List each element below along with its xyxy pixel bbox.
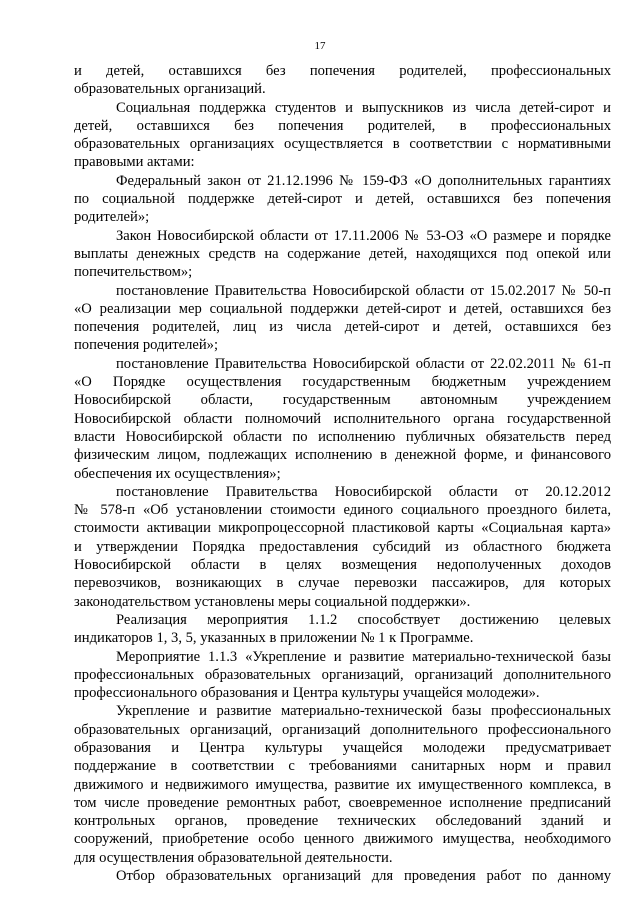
- text-line: движимого и недвижимого имущества, развитие их имущественного комплекса, в: [74, 776, 611, 793]
- text-line: поддержание в соответствии с требованиями санитарных норм и правил: [74, 758, 611, 775]
- text-line: правовыми актами:: [74, 154, 195, 171]
- text-line: перевозчиков, возникающих в случае перевозки пассажиров, для которых: [74, 575, 611, 592]
- text-line: Социальная поддержка студентов и выпускников из числа детей-сирот и: [116, 99, 611, 116]
- text-line: выплаты денежных средств на содержание детей, находящихся под опекой или: [74, 245, 611, 262]
- text-line: попечения родителей»;: [74, 337, 219, 354]
- text-line: профессиональных образовательных организаций, организаций дополнительного: [74, 666, 611, 683]
- text-line: родителей»;: [74, 209, 150, 226]
- text-line: по социальной поддержке детей-сирот и детей, оставшихся без попечения: [74, 191, 611, 208]
- text-line: образовательных организаций.: [74, 81, 266, 98]
- text-line: для осуществления образовательной деятельности.: [74, 849, 393, 866]
- text-line: и утверждении Порядка предоставления субсидий из областного бюджета: [74, 538, 611, 555]
- text-line: Федеральный закон от 21.12.1996 № 159-ФЗ «О дополнительных гарантиях: [116, 172, 611, 189]
- text-line: Закон Новосибирской области от 17.11.2006 № 53-ОЗ «О размере и порядке: [116, 227, 611, 244]
- text-line: Новосибирской области в целях возмещения недополученных доходов: [74, 557, 611, 574]
- text-line: Отбор образовательных организаций для проведения работ по данному: [116, 868, 611, 885]
- text-line: том числе проведение ремонтных работ, своевременное исполнение предписаний: [74, 794, 611, 811]
- text-line: постановление Правительства Новосибирской области от 20.12.2012: [116, 483, 611, 500]
- page-number: 17: [314, 40, 326, 52]
- text-line: № 578-п «Об установлении стоимости единого социального проездного билета,: [74, 502, 611, 519]
- text-line: постановление Правительства Новосибирской области от 15.02.2017 № 50-п: [116, 282, 611, 299]
- text-line: Реализация мероприятия 1.1.2 способствует достижению целевых: [116, 611, 611, 628]
- text-line: сооружений, приобретение особо ценного движимого имущества, необходимого: [74, 831, 611, 848]
- text-line: детей, оставшихся без попечения родителей, в профессиональных: [74, 117, 611, 134]
- text-line: Укрепление и развитие материально-технической базы профессиональных: [116, 703, 611, 720]
- text-line: Мероприятие 1.1.3 «Укрепление и развитие материально-технической базы: [116, 648, 611, 665]
- text-line: попечительством»;: [74, 264, 193, 281]
- text-line: образовательных организациях осуществляется в соответствии с нормативными: [74, 136, 611, 153]
- text-line: образовательных организаций, организаций дополнительного профессионального: [74, 721, 611, 738]
- text-line: «О реализации мер социальной поддержки детей-сирот и детей, оставшихся без: [74, 300, 611, 317]
- text-line: законодательством установлены меры социальной поддержки».: [74, 593, 471, 610]
- text-line: индикаторов 1, 3, 5, указанных в приложении № 1 к Программе.: [74, 630, 474, 647]
- text-line: «О Порядке осуществления государственным бюджетным учреждением: [74, 374, 611, 391]
- text-line: Новосибирской области, государственным автономным учреждением: [74, 392, 611, 409]
- text-line: Новосибирской области полномочий исполнительного органа государственной: [74, 410, 611, 427]
- text-line: контрольных органов, проведение технических обследований зданий и: [74, 813, 611, 830]
- text-line: власти Новосибирской области по исполнению публичных обязательств перед: [74, 428, 611, 445]
- text-line: образования и Центра культуры учащейся молодежи предусматривает: [74, 739, 611, 756]
- text-line: попечения родителей, лиц из числа детей-сирот и детей, оставшихся без: [74, 319, 611, 336]
- text-line: обеспечения их осуществления»;: [74, 465, 281, 482]
- text-line: и детей, оставшихся без попечения родителей, профессиональных: [74, 63, 611, 79]
- text-line: профессионального образования и Центра культуры учащейся молодежи».: [74, 685, 540, 702]
- text-line: стоимости активации микропроцессорной пластиковой карты «Социальная карта»: [74, 520, 611, 537]
- document-body: [74, 62, 611, 885]
- text-line: физическим лицом, подлежащих исполнению в денежной форме, и финансового: [74, 447, 611, 464]
- text-line: постановление Правительства Новосибирской области от 22.02.2011 № 61-п: [116, 355, 611, 372]
